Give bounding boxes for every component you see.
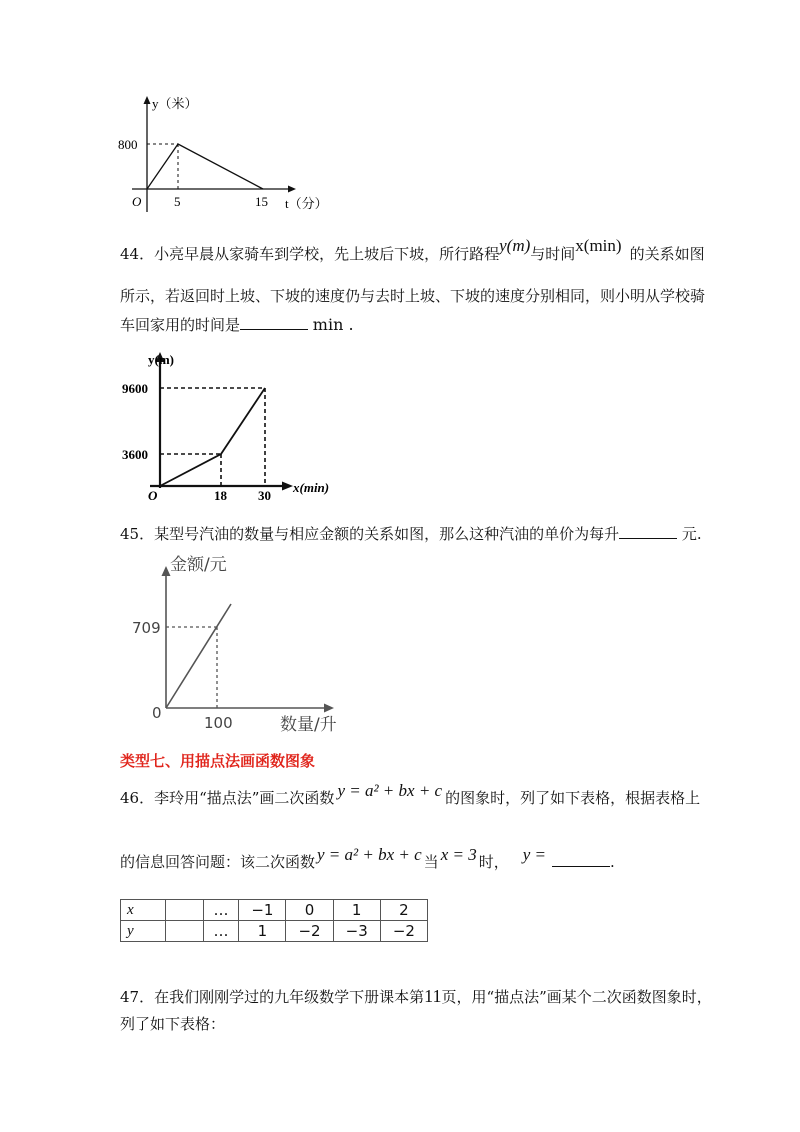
q44-line1 xyxy=(120,236,705,264)
q45-line xyxy=(120,524,702,544)
tick-y-800: 800 xyxy=(118,137,138,152)
q47-text-b: 页，用“描点法”画某个二次函数图象时， xyxy=(441,988,712,1006)
q44-text-c: 的关系如图 xyxy=(629,245,705,263)
q46-cond: x = 3 xyxy=(440,845,477,864)
q46-end: . xyxy=(610,853,615,871)
table-cell: x xyxy=(121,900,166,921)
q46-number: 46． xyxy=(120,789,155,807)
tick-y-709: 709 xyxy=(132,619,161,637)
x-axis-label: x(min) xyxy=(293,480,330,495)
q46-table xyxy=(120,899,428,942)
q46-line2-b: 当 xyxy=(423,853,439,871)
q46-text-b: 的图象时，列了如下表格，根据表格上 xyxy=(445,789,701,807)
q46-line2-c: 时， xyxy=(478,853,509,871)
table-row xyxy=(121,921,428,942)
origin-label: O xyxy=(132,194,142,209)
graph-1 xyxy=(110,90,350,220)
q46-formula2: y = a² + bx + c xyxy=(317,845,422,864)
y-axis-label: y(m) xyxy=(148,352,174,367)
q44-line2: 所示，若返回时上坡、下坡的速度仍与去时上坡、下坡的速度分别相同，则小明从学校骑 xyxy=(120,287,706,305)
q47-text-a: 在我们刚刚学过的九年级数学下册课本第 xyxy=(154,988,425,1006)
q47-line1 xyxy=(120,986,712,1007)
q46-line2-a: 的信息回答问题：该二次函数 xyxy=(120,853,316,871)
table-cell: 1 xyxy=(333,900,380,921)
q46-formula: y = a² + bx + c xyxy=(337,781,443,800)
q44-text-b: 与时间 xyxy=(530,245,576,263)
section-heading: 类型七、用描点法画函数图象 xyxy=(120,752,316,770)
y-axis-label: 金额/元 xyxy=(170,555,227,575)
tick-x-100: 100 xyxy=(204,714,233,732)
table-cell: … xyxy=(203,900,239,921)
q44-math-y: y(m) xyxy=(499,236,531,255)
tick-y-9600: 9600 xyxy=(122,381,148,396)
table-cell: 2 xyxy=(380,900,427,921)
q47-line2: 列了如下表格： xyxy=(120,1015,226,1033)
table-cell: −1 xyxy=(239,900,286,921)
origin-label: 0 xyxy=(152,704,162,722)
q44-unit: min . xyxy=(312,315,354,334)
table-cell: −2 xyxy=(286,921,333,942)
q44-line3 xyxy=(120,315,354,335)
y-axis-label: y（米） xyxy=(152,96,198,111)
distance-line xyxy=(147,144,263,189)
tick-x-5: 5 xyxy=(174,194,181,209)
x-axis-arrow xyxy=(324,704,334,713)
y-axis-arrow xyxy=(144,96,151,104)
q46-ans: y = xyxy=(522,845,547,864)
origin-label: O xyxy=(148,488,158,503)
table-cell: −3 xyxy=(333,921,380,942)
table-cell xyxy=(165,900,203,921)
graph-3 xyxy=(132,548,380,738)
q45-answer-blank xyxy=(619,524,677,539)
q47-page: 11 xyxy=(424,986,442,1006)
q47-number: 47． xyxy=(120,988,155,1006)
tick-x-18: 18 xyxy=(214,488,227,503)
q44-line3-text: 车回家用的时间是 xyxy=(120,316,241,334)
tick-y-3600: 3600 xyxy=(122,447,148,462)
q45-text: 某型号汽油的数量与相应金额的关系如图，那么这种汽油的单价为每升 xyxy=(154,525,620,543)
q46-line2 xyxy=(120,845,615,872)
table-cell: y xyxy=(121,921,166,942)
table-cell: 1 xyxy=(239,921,286,942)
q44-text-a: 小亮早晨从家骑车到学校，先上坡后下坡，所行路程 xyxy=(154,245,500,263)
table-cell xyxy=(165,921,203,942)
tick-x-30: 30 xyxy=(258,488,271,503)
q46-answer-blank xyxy=(552,852,610,867)
q46-text-a: 李玲用“描点法”画二次函数 xyxy=(154,789,335,807)
table-row xyxy=(121,900,428,921)
table-cell: −2 xyxy=(380,921,427,942)
x-axis-label: 数量/升 xyxy=(280,715,337,735)
q44-number: 44． xyxy=(120,245,155,263)
tick-x-15: 15 xyxy=(255,194,268,209)
table-cell: … xyxy=(203,921,239,942)
q45-number: 45． xyxy=(120,525,155,543)
q45-unit: 元. xyxy=(681,525,702,543)
q44-answer-blank xyxy=(240,315,308,330)
graph-2 xyxy=(118,348,378,508)
price-line xyxy=(166,604,231,708)
table-cell: 0 xyxy=(286,900,333,921)
x-axis-arrow xyxy=(288,186,296,193)
x-axis-label: t（分） xyxy=(285,196,328,211)
q44-math-x: x(min) xyxy=(575,236,622,255)
distance-line xyxy=(160,388,265,486)
x-axis-arrow xyxy=(282,482,293,491)
q46-line1 xyxy=(120,781,701,808)
